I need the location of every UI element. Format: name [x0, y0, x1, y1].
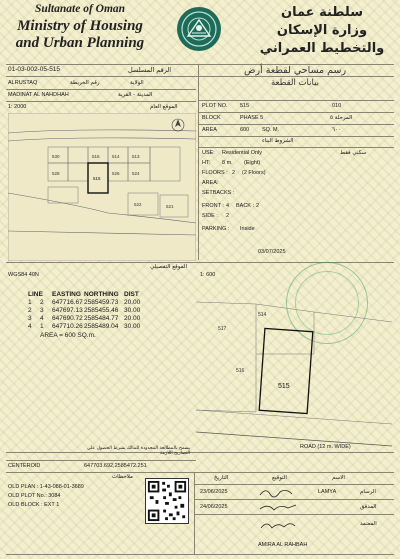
setbacks-label: SETBACKS : — [202, 190, 235, 196]
cell: 647697.13 — [52, 306, 83, 314]
header-english — [10, 3, 150, 52]
plot-no-label: PLOT NO. — [202, 103, 228, 109]
cell: 3 — [28, 314, 32, 322]
cell: 3 — [40, 306, 44, 314]
divider — [6, 89, 196, 90]
svg-text:514: 514 — [258, 312, 267, 318]
cell: 647716.67 — [52, 298, 83, 306]
country-name-en: Sultanate of Oman — [34, 3, 126, 15]
area-summary: AREA = 600 SQ.m. — [40, 332, 96, 339]
approver-name: AMIRA AL RAHBAH — [258, 542, 308, 548]
area-label: AREA — [202, 127, 217, 133]
cell: 2 — [28, 306, 32, 314]
divider — [198, 112, 394, 113]
cell: 2585455.46 — [84, 306, 119, 314]
front-label: FRONT : — [202, 203, 224, 209]
detail-plan-map — [196, 282, 392, 458]
conditions-date: 03/07/2025 — [258, 249, 286, 255]
divider — [194, 499, 394, 500]
svg-text:530: 530 — [52, 154, 60, 159]
detail-scale: 1: 600 — [200, 272, 216, 278]
country-name-ar: سلطنة عمان — [280, 5, 364, 20]
svg-text:522: 522 — [134, 202, 142, 207]
wilayat-label: الولاية — [130, 80, 144, 86]
ministry-name-en-line2: and Urban Planning — [15, 35, 145, 51]
floors-label: FLOORS : — [202, 170, 228, 176]
svg-text:514: 514 — [112, 154, 120, 159]
ministry-emblem-icon — [176, 6, 222, 52]
cell: 30.00 — [124, 306, 141, 314]
table-row — [28, 322, 144, 330]
side-label: SIDE : — [202, 213, 218, 219]
checker-role-ar: المدقق — [360, 504, 377, 510]
svg-text:526: 526 — [112, 171, 120, 176]
divider — [194, 484, 394, 485]
svg-text:521: 521 — [166, 204, 174, 209]
divider — [6, 472, 394, 473]
map-no-label: رقم الخريطة — [70, 80, 100, 86]
datum-label: WGS84 40N — [8, 272, 39, 278]
cell: 20.00 — [124, 298, 141, 306]
ministry-name-ar-line2: والتخطيط العمراني — [259, 41, 385, 56]
table-row — [28, 298, 144, 306]
cell: 2585459.73 — [84, 298, 119, 306]
block-value-ar: المرحلة ٥ — [330, 115, 353, 121]
plot-no-value: 515 — [240, 103, 250, 109]
old-plot: OLD PLOT No.: 3084 — [8, 493, 61, 499]
back-value: 2 — [256, 203, 260, 209]
detail-plot-main: 515 — [278, 383, 290, 390]
building-conditions-ar: الشروط البناء — [262, 138, 294, 144]
village-label: المدينة - القرية — [118, 92, 153, 98]
cell: 30.00 — [124, 322, 141, 330]
svg-text:524: 524 — [132, 171, 140, 176]
wilayat-value: ALRUSTAQ — [8, 80, 38, 86]
centeroid-value: 647703.692,2585472.251 — [84, 463, 147, 469]
svg-text:516: 516 — [236, 368, 245, 374]
site-plan-map — [8, 113, 196, 261]
divider — [6, 452, 394, 453]
area2-label: AREA: — [202, 180, 219, 186]
col-northing-header: NORTHING — [84, 290, 119, 298]
plot-no-value-ar: 010 — [332, 103, 342, 109]
road-label: ROAD (12 m. WIDE) — [300, 444, 351, 450]
notes-label-ar: ملاحظات — [112, 474, 133, 480]
use-label: USE: — [202, 150, 215, 156]
area-unit: SQ. M. — [262, 127, 280, 133]
drafter-date: 23/06/2025 — [200, 489, 228, 495]
cell: 1 — [28, 298, 32, 306]
back-label: BACK : — [236, 203, 255, 209]
height-value: 8 m. — [222, 160, 233, 166]
table-row — [28, 314, 144, 322]
site-scale: 1: 2000 — [8, 104, 27, 110]
date-header-ar: التاريخ — [214, 475, 229, 481]
svg-text:515: 515 — [93, 176, 101, 181]
cell: 4 — [40, 314, 44, 322]
divider — [6, 554, 394, 555]
divider — [6, 460, 196, 461]
divider — [198, 147, 394, 148]
approver-role-ar: المعتمد — [360, 521, 377, 527]
use-value: Residential Only — [222, 150, 263, 156]
divider — [198, 100, 394, 101]
side-value: 2 — [226, 213, 230, 219]
height-words: (Eight) — [244, 160, 261, 166]
divider — [6, 76, 394, 77]
svg-text:513: 513 — [132, 154, 140, 159]
table-row — [28, 306, 144, 314]
ministry-name-ar-line1: وزارة الإسكان — [276, 23, 368, 38]
floors-words: (2 Floors) — [242, 170, 266, 176]
use-value-ar: سكني فقط — [340, 150, 367, 156]
serial-number: 01-03-002-05-515 — [8, 66, 61, 73]
area-value-ar: ٦٠٠ — [332, 127, 341, 133]
document-title-ar: رسم مساحي لقطعة أرض — [243, 65, 347, 76]
parking-label: PARKING : — [202, 226, 230, 232]
cell: 2585489.04 — [84, 322, 119, 330]
area-value: 600 — [240, 127, 250, 133]
svg-text:516: 516 — [92, 154, 100, 159]
drafter-role-ar: الرسام — [360, 489, 376, 495]
floors-value: 2 — [232, 170, 236, 176]
old-plan: OLD PLAN : 1-43-088-01-3689 — [8, 484, 84, 490]
divider — [194, 514, 394, 515]
front-value: 4 — [226, 203, 230, 209]
cell: 4 — [28, 322, 32, 330]
cell: 2 — [40, 298, 44, 306]
col-easting-header: EASTING — [52, 290, 81, 298]
drafter-signature-icon — [258, 486, 298, 498]
block-label: BLOCK — [202, 115, 221, 121]
divider — [198, 136, 394, 137]
divider — [198, 124, 394, 125]
divider — [6, 101, 196, 102]
block-value: PHASE 5 — [240, 115, 264, 121]
drafter-name: LAMYA — [318, 489, 337, 495]
old-block: OLD BLOCK : EXT 1 — [8, 502, 60, 508]
cell: 2585484.77 — [84, 314, 119, 322]
centeroid-label: CENTEROID — [8, 463, 41, 469]
col-dist-header: DIST — [124, 290, 139, 298]
ministry-name-en-line1: Ministry of Housing — [17, 18, 143, 34]
plot-data-title-ar: بيانات القطعة — [270, 78, 320, 88]
qr-code-icon — [145, 478, 189, 524]
footer-note-ar: يسمح بالمطالعة المحدودة للمالك بشرط الحصول على التصاريح اللازمة — [87, 446, 190, 456]
parking-value: Inside — [240, 226, 255, 232]
cell: 647710.26 — [52, 322, 83, 330]
detail-plan-label: الموقع التفصيلي — [150, 264, 188, 270]
table-header — [28, 290, 144, 298]
cell: 1 — [40, 322, 44, 330]
checker-date: 24/06/2025 — [200, 504, 228, 510]
height-label: HT: — [202, 160, 211, 166]
cell: 647690.72 — [52, 314, 83, 322]
village-value: MADINAT AL NAHDHAH — [8, 92, 69, 98]
coordinates-table — [28, 290, 144, 339]
svg-text:528: 528 — [52, 171, 60, 176]
site-plan-label: الموقع العام — [150, 104, 178, 110]
cell: 20.00 — [124, 314, 141, 322]
name-header-ar: الاسم — [332, 475, 345, 481]
serial-label: الرقم المسلسل — [128, 66, 172, 74]
svg-text:517: 517 — [218, 326, 227, 332]
checker-signature-icon — [258, 501, 298, 513]
header-arabic — [252, 4, 392, 58]
divider — [198, 64, 199, 260]
approver-signature-icon — [258, 518, 298, 532]
sign-header-ar: التوقيع — [272, 475, 287, 481]
col-line-header: LINE — [28, 290, 43, 298]
